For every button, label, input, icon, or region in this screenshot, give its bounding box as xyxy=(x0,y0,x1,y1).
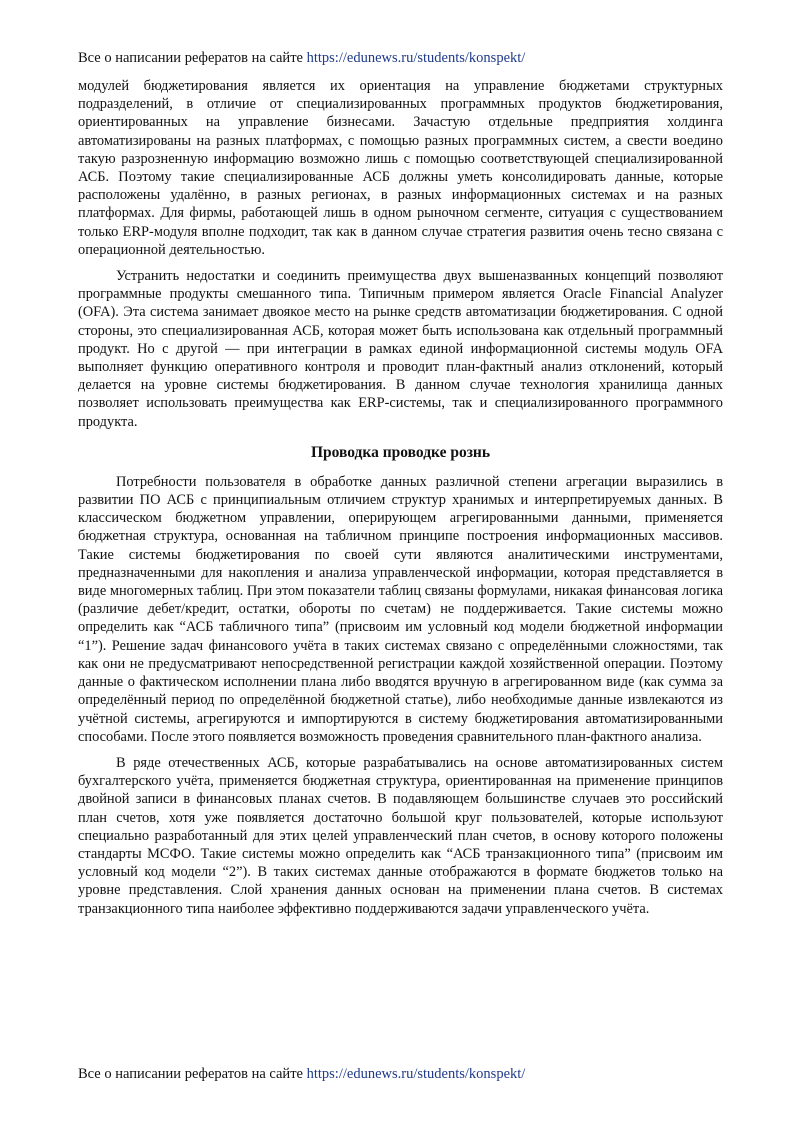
paragraph-3: Потребности пользователя в обработке данных различной степени агрегации выразились в развитии ПО АСБ с принципиальным отличием структур хранимых и интерпретируемых данных. В классическом бюджетном управлении, оперирующем агрегированными данными, применяется бюджетная структура, основанная на табличном принципе построения информационных массивов. Такие системы бюджетирования по своей сути являются аналитическими инструментами, предназначенными для накопления и анализа управленческой информации, которая представляется в виде многомерных таблиц. При этом показатели таблиц связаны формулами, никакая финансовая логика (различие дебет/кредит, остатки, обороты по счетам) не поддерживается. Такие системы можно определить как “АСБ табличного типа” (присвоим им условный код модели бюджетной информации “1”). Решение задач финансового учёта в таких системах связано с определёнными сложностями, так как они не предусматривают непосредственной регистрации каждой хозяйственной операции. Поэтому данные о фактическом исполнении плана либо вводятся вручную в агрегированном виде (как сумма за определённый период по определённой бюджетной статье), либо необходимые данные извлекаются из учётной системы, агрегируются и импортируются в систему бюджетирования автоматизированными способами. После этого появляется возможность проведения сравнительного план-фактного анализа. xyxy=(78,473,723,745)
paragraph-1: модулей бюджетирования является их ориентация на управление бюджетами структурных подразделений, в отличие от специализированных программных продуктов бюджетирования, ориентированных на управление бизнесами. Зачастую отдельные предприятия холдинга автоматизированы на разных платформах, с помощью разных программных систем, а свести воедино такую разрозненную информацию возможно лишь с помощью соответствующей специализированной АСБ. Поэтому такие специализированные АСБ должны уметь консолидировать данные, которые расположены удалённо, в разных регионах, в разных информационных системах и на разных платформах. Для фирмы, работающей лишь в одном рыночном сегменте, ситуация с существованием только ERP-модуля вполне подходит, так как в данном случае стратегия развития очень тесно связана с операционной деятельностью. xyxy=(78,78,723,258)
section-heading: Проводка проводке рознь xyxy=(310,443,491,461)
footer-link[interactable]: https://edunews.ru/students/konspekt/ xyxy=(306,1066,526,1082)
paragraph-4: В ряде отечественных АСБ, которые разрабатывались на основе автоматизированных систем бухгалтерского учёта, применяется бюджетная структура, ориентированная на применение принципов двойной записи в финансовых планах счетов. В подавляющем большинстве случаев это российский план счетов, хотя уже появляется достаточно большой круг пользователей, которые используют специально разработанный для этих целей управленческий план счетов, в основу которого положены стандарты МСФО. Такие системы можно определить как “АСБ транзакционного типа” (присвоим им условный код модели “2”). В таких системах данные отображаются в формате бюджетов только на уровне представления. Слой хранения данных основан на применении плана счетов. В системах транзакционного типа наиболее эффективно поддерживаются задачи управленческого учёта. xyxy=(78,754,723,917)
footer-text: Все о написании рефератов на сайте xyxy=(78,1066,303,1082)
page-footer xyxy=(78,1065,728,1083)
document-body xyxy=(78,77,723,918)
header-text: Все о написании рефератов на сайте xyxy=(78,50,303,66)
page-header xyxy=(78,49,728,67)
header-link[interactable]: https://edunews.ru/students/konspekt/ xyxy=(306,50,526,66)
paragraph-2: Устранить недостатки и соединить преимущества двух вышеназванных концепций позволяют программные продукты смешанного типа. Типичным примером является Oracle Financial Analyzer (OFA). Эта система занимает двоякое место на рынке средств автоматизации бюджетирования. С одной стороны, это специализированная АСБ, которая может быть использована как отдельный программный продукт. Но с другой — при интеграции в рамках единой информационной системы модуль OFA выполняет функцию оперативного контроля и проводит план-фактный анализ отклонений, который делается на уровне системы бюджетирования. В данном случае технология хранилища данных позволяет использовать преимущества как ERP-системы, так и специализированного программного продукта. xyxy=(78,268,723,430)
